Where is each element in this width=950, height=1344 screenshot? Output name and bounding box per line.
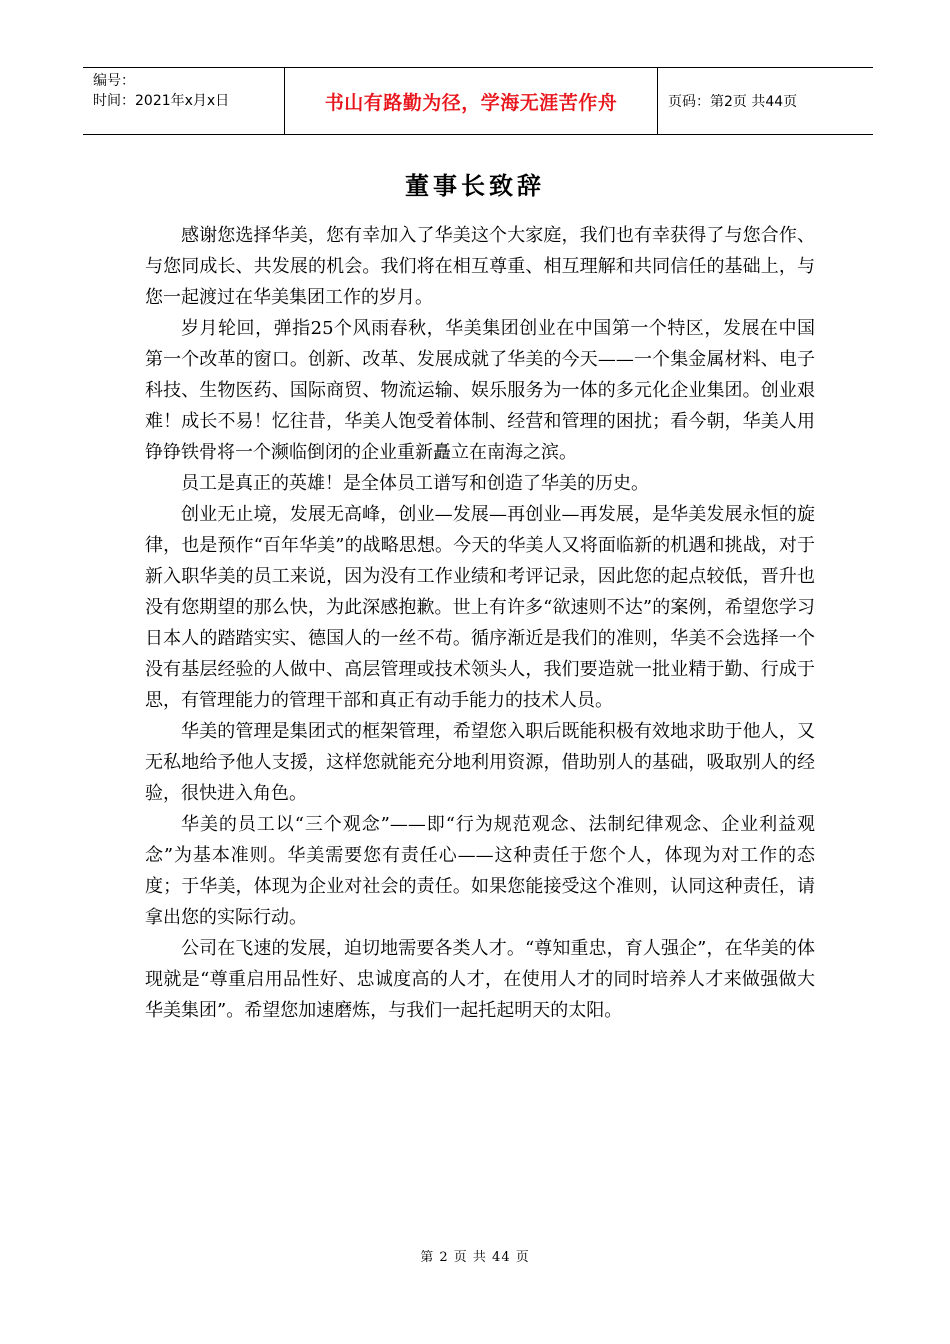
- page-header: [83, 67, 873, 135]
- paragraph: 岁月轮回，弹指25个风雨春秋，华美集团创业在中国第一个特区，发展在中国第一个改革的窗口。创新、改革、发展成就了华美的今天——一个集金属材料、电子科技、生物医药、国际商贸、物流运输、娱乐服务为一体的多元化企业集团。创业艰难！成长不易！忆往昔，华美人饱受着体制、经营和管理的困扰；看今朝，华美人用铮铮铁骨将一个濒临倒闭的企业重新矗立在南海之滨。: [145, 318, 815, 463]
- header-motto: 书山有路勤为径，学海无涯苦作舟: [285, 68, 658, 134]
- paragraph: 华美的管理是集团式的框架管理，希望您入职后既能积极有效地求助于他人，又无私地给予他人支援，这样您就能充分地利用资源，借助别人的基础，吸取别人的经验，很快进入角色。: [145, 721, 815, 804]
- header-page-number: 页码：第2页 共44页: [668, 94, 798, 110]
- header-meta-cell: [83, 68, 285, 134]
- paragraph: 员工是真正的英雄！是全体员工谱写和创造了华美的历史。: [181, 473, 649, 494]
- paragraph: 感谢您选择华美，您有幸加入了华美这个大家庭，我们也有幸获得了与您合作、与您同成长、共发展的机会。我们将在相互尊重、相互理解和共同信任的基础上，与您一起渡过在华美集团工作的岁月。: [145, 225, 815, 308]
- document-time-label: 时间：2021年x月x日: [93, 93, 230, 109]
- document-number-label: 编号：: [93, 73, 135, 89]
- paragraph: 公司在飞速的发展，迫切地需要各类人才。“尊知重忠，育人强企”，在华美的体现就是“尊重启用品性好、忠诚度高的人才，在使用人才的同时培养人才来做强做大华美集团”。希望您加速磨炼，与我们一起托起明天的太阳。: [145, 938, 815, 1021]
- paragraph: 创业无止境，发展无高峰，创业—发展—再创业—再发展，是华美发展永恒的旋律，也是预作“百年华美”的战略思想。今天的华美人又将面临新的机遇和挑战，对于新入职华美的员工来说，因为没有工作业绩和考评记录，因此您的起点较低，晋升也没有您期望的那么快，为此深感抱歉。世上有许多“欲速则不达”的案例，希望您学习日本人的踏踏实实、德国人的一丝不苟。循序渐近是我们的准则，华美不会选择一个没有基层经验的人做中、高层管理或技术领头人，我们要造就一批业精于勤、行成于思，有管理能力的管理干部和真正有动手能力的技术人员。: [145, 504, 815, 711]
- document-body: [145, 220, 815, 1026]
- document-title: 董事长致辞: [405, 171, 545, 200]
- page-footer: 第 2 页 共 44 页: [420, 1250, 530, 1265]
- paragraph: 华美的员工以“三个观念”——即“行为规范观念、法制纪律观念、企业利益观念”为基本准则。华美需要您有责任心——这种责任于您个人，体现为对工作的态度；于华美，体现为企业对社会的责任。如果您能接受这个准则，认同这种责任，请拿出您的实际行动。: [145, 814, 815, 928]
